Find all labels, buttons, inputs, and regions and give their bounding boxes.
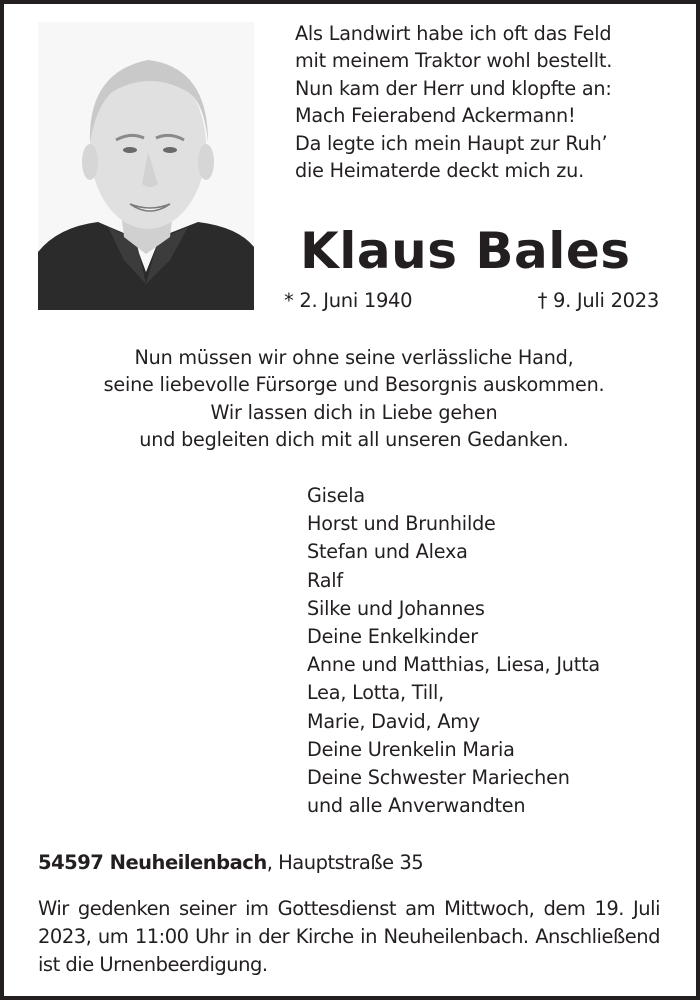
farewell-message <box>34 344 674 454</box>
mourner-line: Anne und Matthias, Liesa, Jutta <box>307 653 600 677</box>
birth-date: * 2. Juni 1940 <box>284 289 413 312</box>
death-date: † 9. Juli 2023 <box>537 289 659 312</box>
mourners-list <box>307 482 600 820</box>
portrait-photo <box>38 22 254 310</box>
address-street: , Hauptstraße 35 <box>266 851 424 874</box>
message-line: seine liebevolle Fürsorge und Besorgnis auskommen. <box>103 373 605 397</box>
poem-line: Da legte ich mein Haupt zur Ruh’ <box>295 131 608 155</box>
mourner-line: Deine Enkelkinder <box>307 625 478 649</box>
message-line: Nun müssen wir ohne seine verlässliche Hand, <box>134 346 574 369</box>
portrait-image <box>38 22 254 310</box>
mourner-line: Stefan und Alexa <box>307 540 468 564</box>
message-line: und begleiten dich mit all unseren Gedanken. <box>139 428 569 452</box>
poem-line: die Heimaterde deckt mich zu. <box>295 159 585 183</box>
mourner-line: Horst und Brunhilde <box>307 512 496 536</box>
message-line: Wir lassen dich in Liebe gehen <box>210 400 498 424</box>
poem-line: mit meinem Traktor wohl bestellt. <box>295 49 613 73</box>
poem-line: Mach Feierabend Ackermann! <box>295 104 576 128</box>
mourner-line: Ralf <box>307 568 343 592</box>
mourner-line: Deine Schwester Mariechen <box>307 766 570 790</box>
address-city: 54597 Neuheilenbach <box>38 851 267 874</box>
poem-line: Als Landwirt habe ich oft das Feld <box>295 22 612 45</box>
mourner-line: und alle Anverwandten <box>307 794 526 818</box>
poem <box>295 20 612 184</box>
deceased-name: Klaus Bales <box>300 222 631 280</box>
mourner-line: Marie, David, Amy <box>307 709 480 733</box>
poem-line: Nun kam der Herr und klopfte an: <box>295 76 612 100</box>
service-info: Wir gedenken seiner im Gottesdienst am Mittwoch, dem 19. Juli 2023, um 11:00 Uhr in der Kirche in Neuheilenbach. Anschließend ist die Urnenbeerdigung. <box>38 897 660 976</box>
life-dates <box>284 288 659 314</box>
mourner-line: Lea, Lotta, Till, <box>307 681 445 705</box>
mourner-line: Deine Urenkelin Maria <box>307 737 515 761</box>
mourner-line: Silke und Johannes <box>307 596 485 620</box>
mourner-line: Gisela <box>307 484 365 507</box>
address <box>38 849 423 877</box>
